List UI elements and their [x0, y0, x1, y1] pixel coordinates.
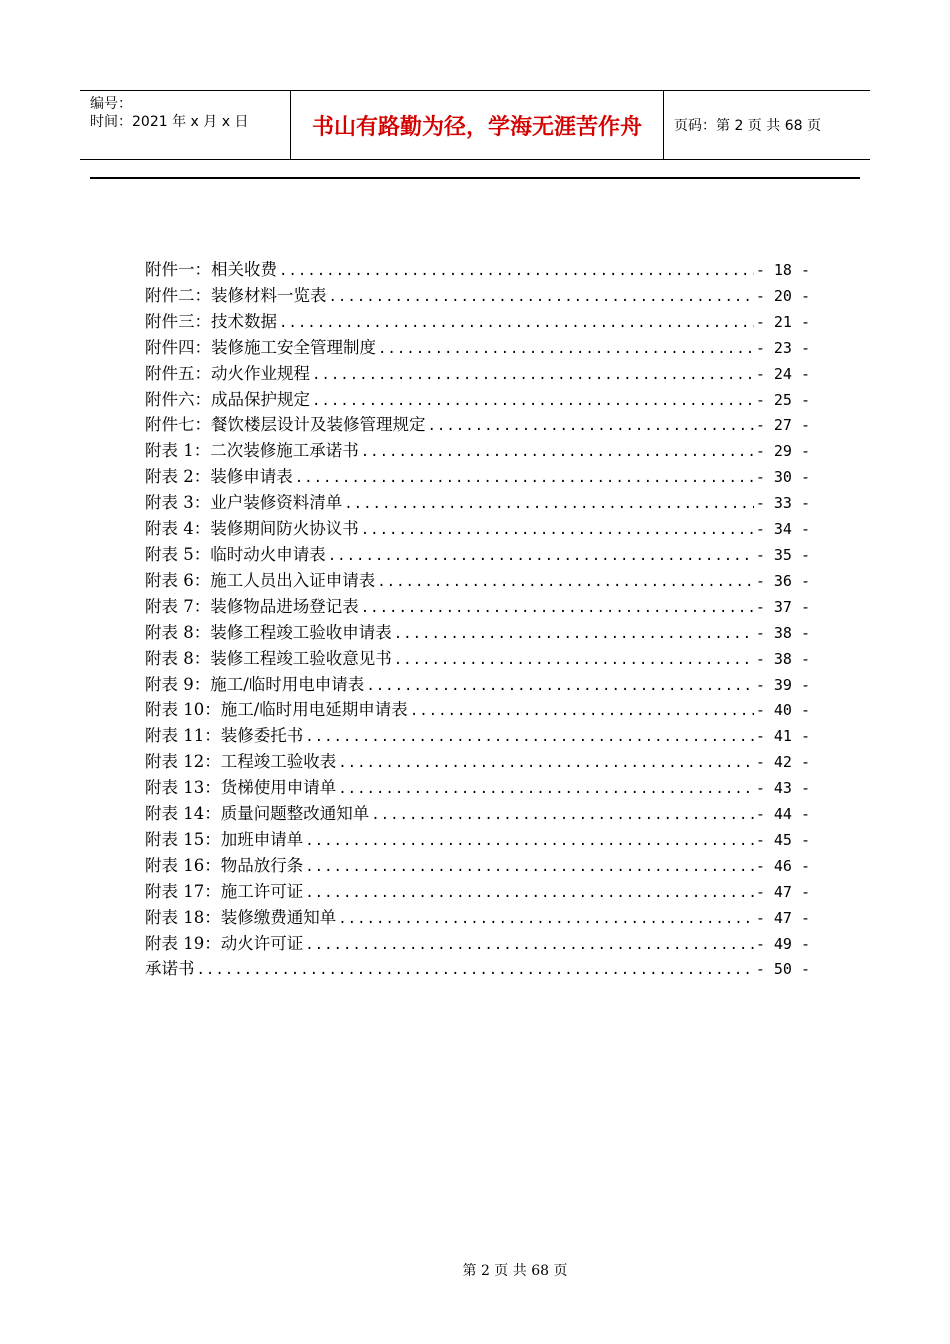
toc-leader-dots	[312, 389, 754, 414]
toc-entry[interactable]	[145, 828, 810, 854]
toc-entry-title: 附表 3：业户装修资料清单	[145, 493, 343, 513]
toc-entry-title: 附表 5：临时动火申请表	[145, 544, 326, 564]
toc-entry[interactable]	[145, 802, 810, 828]
toc-entry-title: 附表 11：装修委托书	[145, 726, 304, 746]
toc-entry-page: - 50 -	[755, 960, 810, 979]
toc-leader-dots	[361, 596, 754, 621]
toc-entry[interactable]	[145, 543, 810, 569]
toc-leader-dots	[410, 699, 754, 724]
toc-leader-dots	[338, 751, 754, 776]
toc-entry-page: - 47 -	[755, 908, 810, 927]
toc-leader-dots	[305, 855, 754, 880]
toc-entry-title: 附表 17：施工许可证	[145, 881, 304, 901]
toc-leader-dots	[428, 414, 754, 439]
toc-entry[interactable]	[145, 673, 810, 699]
table-of-contents	[145, 258, 810, 983]
toc-entry[interactable]	[145, 336, 810, 362]
toc-entry-page: - 24 -	[755, 364, 810, 383]
toc-entry-page: - 38 -	[755, 649, 810, 668]
toc-entry[interactable]	[145, 413, 810, 439]
toc-entry-page: - 36 -	[755, 571, 810, 590]
toc-entry[interactable]	[145, 776, 810, 802]
toc-leader-dots	[361, 440, 754, 465]
toc-entry-page: - 29 -	[755, 442, 810, 461]
header-page-info: 页码：第 2 页 共 68 页	[674, 118, 821, 134]
toc-leader-dots	[329, 285, 754, 310]
header-divider	[90, 177, 860, 179]
toc-entry-title: 附件三：技术数据	[145, 311, 277, 331]
toc-leader-dots	[338, 907, 754, 932]
toc-entry-title: 承诺书	[145, 959, 195, 979]
toc-entry[interactable]	[145, 258, 810, 284]
toc-entry-page: - 37 -	[755, 597, 810, 616]
toc-leader-dots	[366, 674, 754, 699]
toc-entry[interactable]	[145, 595, 810, 621]
toc-leader-dots	[344, 492, 754, 517]
toc-entry[interactable]	[145, 932, 810, 958]
toc-entry[interactable]	[145, 621, 810, 647]
toc-entry-title: 附表 9：施工/临时用电申请表	[145, 674, 365, 694]
doc-date: 时间：2021 年 x 月 x 日	[90, 114, 249, 130]
toc-entry[interactable]	[145, 906, 810, 932]
toc-entry-page: - 34 -	[755, 520, 810, 539]
toc-entry-page: - 45 -	[755, 830, 810, 849]
toc-entry[interactable]	[145, 724, 810, 750]
toc-entry-title: 附表 7：装修物品进场登记表	[145, 596, 359, 616]
toc-leader-dots	[295, 466, 754, 491]
toc-entry-page: - 25 -	[755, 390, 810, 409]
toc-entry[interactable]	[145, 362, 810, 388]
toc-entry-title: 附件四：装修施工安全管理制度	[145, 337, 376, 357]
toc-leader-dots	[328, 544, 754, 569]
toc-leader-dots	[279, 311, 754, 336]
toc-entry-title: 附表 10：施工/临时用电延期申请表	[145, 700, 408, 720]
toc-entry-title: 附表 12：工程竣工验收表	[145, 752, 337, 772]
toc-entry-title: 附件二：装修材料一览表	[145, 285, 327, 305]
toc-entry[interactable]	[145, 750, 810, 776]
toc-entry-page: - 39 -	[755, 675, 810, 694]
toc-entry-page: - 20 -	[755, 286, 810, 305]
toc-entry-title: 附表 8：装修工程竣工验收申请表	[145, 622, 392, 642]
toc-leader-dots	[305, 829, 754, 854]
toc-leader-dots	[305, 725, 754, 750]
toc-entry-title: 附表 18：装修缴费通知单	[145, 907, 337, 927]
toc-entry-title: 附件五：动火作业规程	[145, 363, 310, 383]
toc-entry[interactable]	[145, 647, 810, 673]
toc-entry-title: 附表 13：货梯使用申请单	[145, 778, 337, 798]
toc-entry[interactable]	[145, 957, 810, 983]
toc-entry-title: 附表 8：装修工程竣工验收意见书	[145, 648, 392, 668]
toc-leader-dots	[312, 363, 754, 388]
page-footer: 第 2 页 共 68 页	[462, 1263, 568, 1279]
toc-entry[interactable]	[145, 310, 810, 336]
page-header	[80, 90, 870, 160]
toc-leader-dots	[338, 777, 754, 802]
toc-entry-title: 附表 16：物品放行条	[145, 855, 304, 875]
toc-leader-dots	[305, 881, 754, 906]
toc-leader-dots	[394, 622, 754, 647]
toc-leader-dots	[378, 337, 754, 362]
toc-entry[interactable]	[145, 491, 810, 517]
toc-entry-title: 附件一：相关收费	[145, 260, 277, 279]
toc-entry[interactable]	[145, 284, 810, 310]
doc-number-label: 编号：	[90, 96, 132, 112]
toc-leader-dots	[361, 518, 754, 543]
toc-entry-page: - 38 -	[755, 623, 810, 642]
toc-leader-dots	[371, 803, 754, 828]
toc-entry-page: - 21 -	[755, 312, 810, 331]
header-motto: 书山有路勤为径，学海无涯苦作舟	[291, 91, 664, 159]
toc-entry[interactable]	[145, 569, 810, 595]
toc-entry-page: - 42 -	[755, 753, 810, 772]
toc-entry-page: - 33 -	[755, 494, 810, 513]
toc-entry-page: - 49 -	[755, 934, 810, 953]
toc-entry-title: 附表 2：装修申请表	[145, 467, 293, 487]
toc-entry[interactable]	[145, 880, 810, 906]
toc-entry-page: - 35 -	[755, 545, 810, 564]
toc-entry[interactable]	[145, 854, 810, 880]
toc-leader-dots	[394, 648, 754, 673]
toc-entry-page: - 47 -	[755, 882, 810, 901]
toc-entry-title: 附件六：成品保护规定	[145, 389, 310, 409]
toc-entry-title: 附表 4：装修期间防火协议书	[145, 519, 359, 539]
toc-entry[interactable]	[145, 439, 810, 465]
toc-entry[interactable]	[145, 698, 810, 724]
toc-entry-title: 附件七：餐饮楼层设计及装修管理规定	[145, 415, 426, 435]
toc-entry[interactable]	[145, 388, 810, 414]
toc-entry-title: 附表 14：质量问题整改通知单	[145, 804, 370, 824]
toc-entry-page: - 41 -	[755, 727, 810, 746]
toc-entry-page: - 23 -	[755, 338, 810, 357]
toc-entry-title: 附表 19：动火许可证	[145, 933, 304, 953]
toc-entry-page: - 44 -	[755, 805, 810, 824]
toc-entry-page: - 46 -	[755, 856, 810, 875]
toc-entry-title: 附表 1：二次装修施工承诺书	[145, 441, 359, 461]
toc-leader-dots	[305, 933, 754, 958]
toc-leader-dots	[279, 259, 754, 284]
header-meta	[80, 91, 291, 159]
toc-entry[interactable]	[145, 465, 810, 491]
toc-entry-title: 附表 15：加班申请单	[145, 829, 304, 849]
toc-entry-page: - 18 -	[755, 261, 810, 279]
toc-leader-dots	[197, 958, 754, 983]
toc-entry-page: - 27 -	[755, 416, 810, 435]
toc-entry-page: - 30 -	[755, 468, 810, 487]
toc-entry[interactable]	[145, 517, 810, 543]
toc-leader-dots	[377, 570, 754, 595]
toc-entry-page: - 40 -	[755, 701, 810, 720]
toc-entry-title: 附表 6：施工人员出入证申请表	[145, 570, 376, 590]
toc-entry-page: - 43 -	[755, 779, 810, 798]
